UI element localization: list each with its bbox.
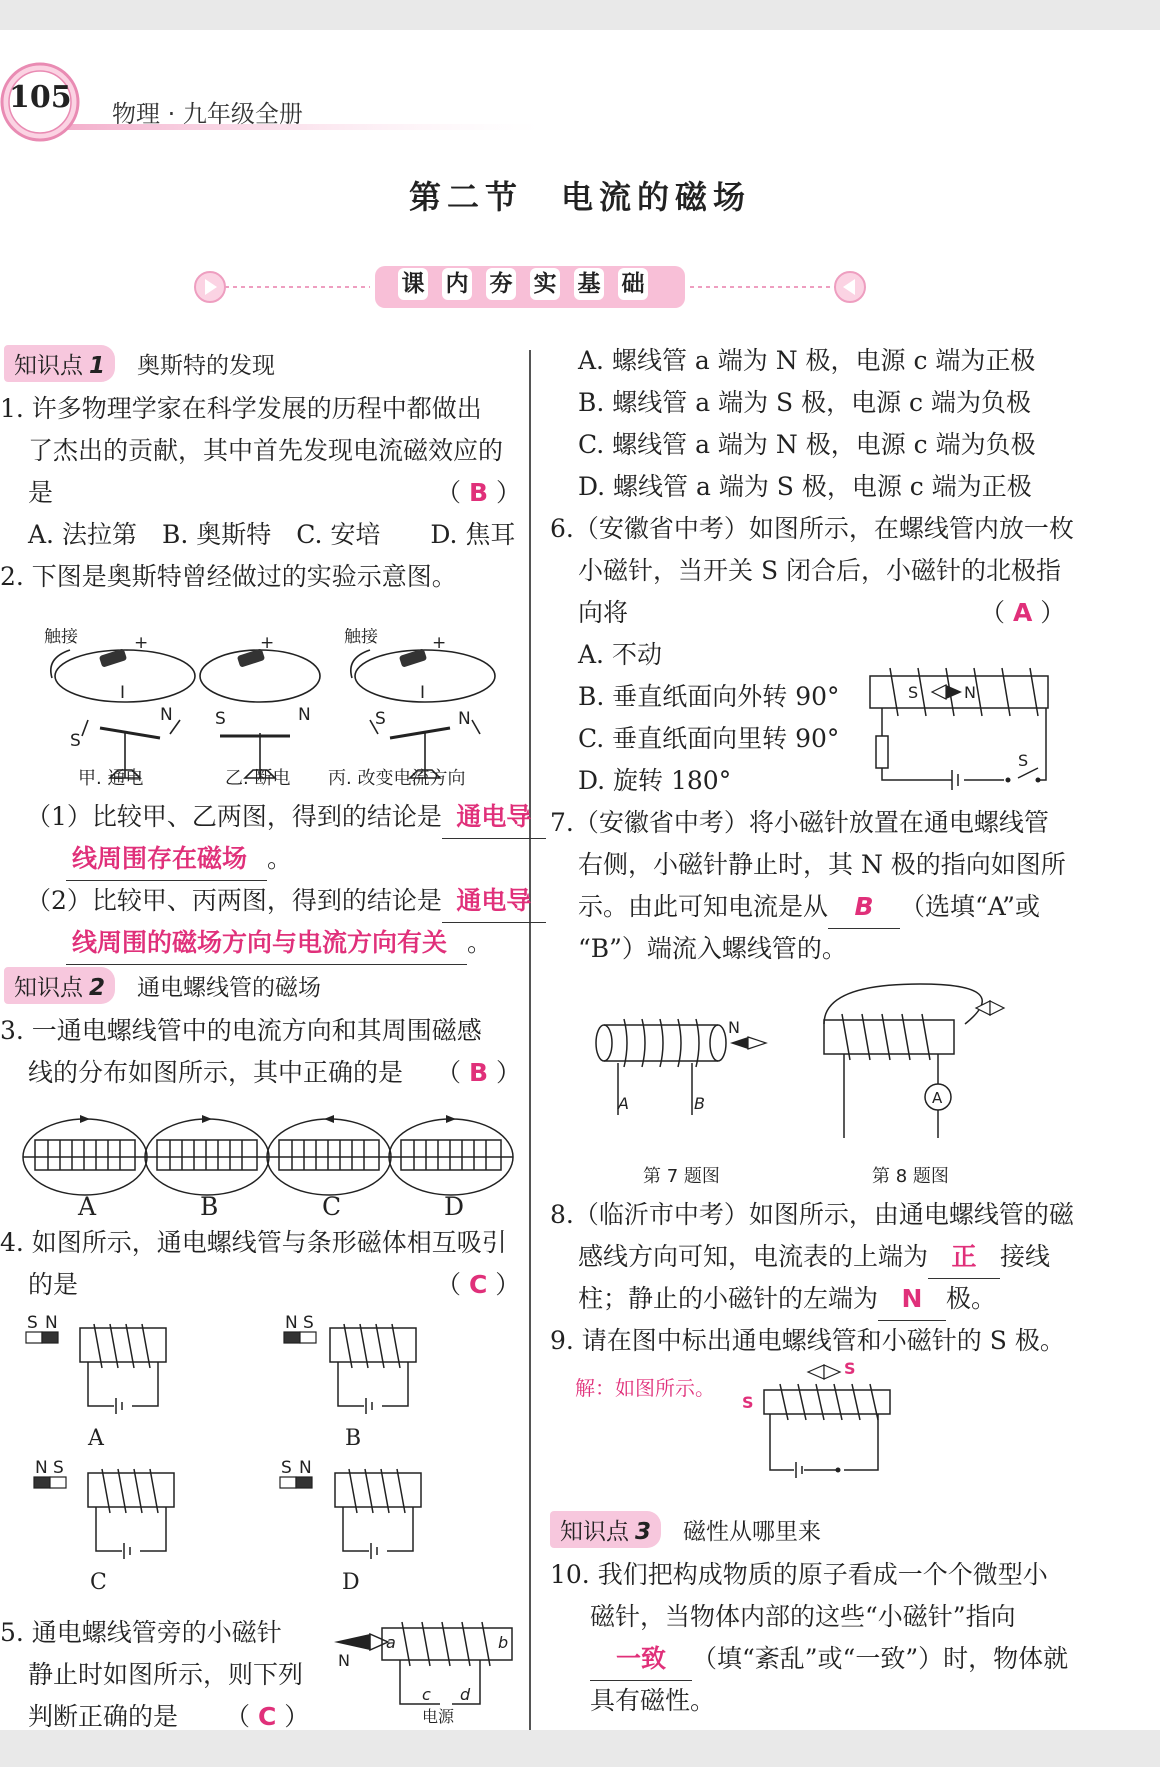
q8-fig-ammeter-label: A	[932, 1089, 943, 1107]
q8-line1: 8.（临沂市中考）如图所示，由通电螺线管的磁	[550, 1200, 1074, 1229]
q8-fig-caption: 第 8 题图	[872, 1166, 949, 1187]
q6-fig-switch-label: S	[1018, 751, 1029, 770]
knowledge-point-2	[4, 966, 321, 1004]
q8-answer-2: N	[878, 1278, 946, 1321]
fig2-touch-label: 触接	[344, 628, 378, 647]
q7-line3-suffix: （选填“A”或	[900, 892, 1040, 921]
q5-answer-bracket: （ C ）	[225, 1702, 310, 1730]
kp-tag: 知识点	[14, 352, 83, 379]
q10-line3	[590, 1638, 1068, 1681]
q7-fig-b-label: B	[694, 1094, 705, 1113]
q9-solenoid-figure	[740, 1360, 900, 1480]
q7-solenoid-figure	[590, 1005, 780, 1115]
q7-line3-prefix: 示。由此可知电流是从	[578, 892, 829, 921]
q10-line3-suffix: （填“紊乱”或“一致”）时，物体就	[692, 1644, 1069, 1673]
book-title: 物理 · 九年级全册	[112, 100, 303, 128]
fig2-n-label: N	[458, 709, 471, 729]
q4-pole-label: S	[27, 1313, 38, 1333]
q4-pole-label: S	[281, 1458, 292, 1478]
q10-line1: 10. 我们把构成物质的原子看成一个个微型小	[550, 1560, 1048, 1589]
q4-pole-label: N	[299, 1458, 312, 1478]
q8-line2-prefix: 感线方向可知，电流表的上端为	[578, 1242, 929, 1271]
q6-option-c: C. 垂直纸面向里转 90°	[578, 724, 840, 753]
q8-solenoid-figure	[800, 980, 1030, 1140]
q9-solution: 解：如图所示。	[575, 1376, 715, 1400]
column-divider	[529, 350, 531, 1730]
textbook-page	[0, 30, 1160, 1730]
q5-line1: 5. 通电螺线管旁的小磁针	[0, 1618, 282, 1647]
q6-line2: 小磁针，当开关 S 闭合后，小磁针的北极指	[578, 556, 1062, 585]
q9-line1: 9. 请在图中标出通电螺线管和小磁针的 S 极。	[550, 1326, 1065, 1355]
banner-char: 夯	[486, 268, 516, 300]
q2-period: 。	[467, 928, 493, 957]
q5-fig-source-label: 电源	[422, 1707, 455, 1726]
fig2-current-label: I	[120, 683, 126, 703]
q1-line2: 了杰出的贡献，其中首先发现电流磁效应的	[28, 436, 504, 465]
q5-answer: C	[257, 1702, 277, 1730]
fig2-caption-2: 乙. 断电	[225, 768, 291, 789]
q7-fig-a-label: A	[618, 1094, 629, 1113]
fig2-plus-label: +	[260, 633, 275, 653]
q7-line1: 7.（安徽省中考）将小磁针放置在通电螺线管	[550, 808, 1049, 837]
q3-answer: B	[468, 1058, 489, 1087]
kp-number: 3	[635, 1518, 652, 1545]
q6-fig-n-label: N	[964, 683, 976, 702]
q3-label-d: D	[444, 1192, 465, 1221]
q1-answer: B	[468, 478, 489, 507]
q10-line2: 磁针，当物体内部的这些“小磁针”指向	[590, 1602, 1016, 1631]
q6-line1: 6.（安徽省中考）如图所示，在螺线管内放一枚	[550, 514, 1074, 543]
q4-pole-label: N	[45, 1313, 58, 1333]
q7-line4: “B”）端流入螺线管的。	[578, 934, 847, 963]
kp-title: 磁性从哪里来	[683, 1518, 822, 1545]
q9-needle-s-label: S	[844, 1360, 856, 1378]
fig2-n-label: N	[298, 705, 311, 725]
q2-sub1-cont	[66, 838, 292, 881]
q4-label-d: D	[342, 1570, 360, 1595]
kp-number: 1	[89, 352, 106, 379]
q7-fig-caption: 第 7 题图	[643, 1166, 720, 1187]
kp-title: 通电螺线管的磁场	[137, 974, 322, 1001]
q4-answer-bracket: （ C ）	[436, 1270, 521, 1299]
banner-char: 内	[442, 268, 472, 300]
q5-fig-d-label: d	[460, 1685, 471, 1704]
fig2-s-label: S	[375, 709, 386, 729]
banner-char: 基	[574, 268, 604, 300]
q6-circuit-figure	[860, 640, 1060, 790]
kp-tag: 知识点	[14, 974, 83, 1001]
q4-answer: C	[468, 1270, 488, 1299]
banner-char: 实	[530, 268, 560, 300]
q2-sub1-answer-b: 线周围存在磁场	[66, 838, 267, 881]
q6-option-a: A. 不动	[578, 640, 662, 669]
q5-option-d: D. 螺线管 a 端为 S 极，电源 c 端为正极	[578, 472, 1032, 501]
fig2-plus-label: +	[134, 633, 149, 653]
q2-period: 。	[267, 844, 293, 873]
q1-line1: 1. 许多物理学家在科学发展的历程中都做出	[0, 394, 482, 423]
banner-char: 课	[398, 268, 428, 300]
q2-sub2	[26, 880, 546, 923]
fig2-caption-3: 丙. 改变电流方向	[328, 768, 466, 789]
q5-option-a: A. 螺线管 a 端为 N 极，电源 c 端为正极	[578, 346, 1036, 375]
q7-answer: B	[828, 886, 900, 929]
kp-number: 2	[89, 974, 106, 1001]
q3-answer-bracket: （ B ）	[436, 1058, 521, 1087]
fig2-current-label: I	[420, 683, 426, 703]
q2-sub1-answer-a: 通电导	[442, 796, 546, 839]
q6-line3: 向将	[578, 598, 629, 627]
q7-line2: 右侧，小磁针静止时，其 N 极的指向如图所	[578, 850, 1066, 879]
q4-label-a: A	[88, 1426, 104, 1451]
q3-label-a: A	[78, 1192, 97, 1221]
q8-line2-suffix: 接线	[1000, 1242, 1051, 1271]
fig2-caption-1: 甲. 通电	[78, 768, 144, 789]
q1-line3: 是	[28, 478, 54, 507]
banner-char: 础	[618, 268, 648, 300]
q4-pole-label: N	[285, 1313, 298, 1333]
q5-fig-n-label: N	[338, 1651, 350, 1670]
q10-answer: 一致	[590, 1638, 692, 1681]
banner-title	[398, 268, 648, 300]
q5-line2: 静止时如图所示，则下列	[28, 1660, 304, 1689]
q5-option-c: C. 螺线管 a 端为 N 极，电源 c 端为负极	[578, 430, 1036, 459]
q2-sub1	[26, 796, 546, 839]
q8-answer-1: 正	[928, 1236, 1000, 1279]
q8-line3-suffix: 极。	[946, 1284, 997, 1313]
fig2-plus-label: +	[432, 633, 447, 653]
q4-pole-label: S	[303, 1313, 314, 1333]
q4-label-b: B	[345, 1426, 362, 1451]
q6-fig-s-label: S	[908, 683, 919, 702]
fig2-s-label: S	[70, 731, 81, 751]
knowledge-point-1	[4, 344, 275, 382]
q4-label-c: C	[90, 1570, 107, 1595]
q6-answer: A	[1012, 598, 1033, 627]
q5-fig-b-label: b	[498, 1633, 509, 1652]
q3-line2: 线的分布如图所示，其中正确的是	[28, 1058, 404, 1087]
q6-answer-bracket: （ A ）	[980, 598, 1066, 627]
q5-option-b: B. 螺线管 a 端为 S 极，电源 c 端为负极	[578, 388, 1031, 417]
q2-sub2-prefix: （2）比较甲、丙两图，得到的结论是	[26, 886, 442, 915]
q4-line2: 的是	[28, 1270, 79, 1299]
q6-option-b: B. 垂直纸面向外转 90°	[578, 682, 840, 711]
q5-line3: 判断正确的是	[28, 1702, 179, 1730]
q1-answer-bracket: （ B ）	[436, 478, 521, 507]
fig2-touch-label: 触接	[44, 628, 78, 647]
q4-line1: 4. 如图所示，通电螺线管与条形磁体相互吸引	[0, 1228, 507, 1257]
q5-fig-c-label: c	[422, 1685, 431, 1704]
q10-line4: 具有磁性。	[590, 1686, 716, 1715]
fig2-s-label: S	[215, 709, 226, 729]
q9-coil-s-label: S	[742, 1393, 754, 1412]
q1-options: A. 法拉第 B. 奥斯特 C. 安培 D. 焦耳	[28, 520, 516, 549]
q2-sub2-answer-b: 线周围的磁场方向与电流方向有关	[66, 922, 467, 965]
kp-title: 奥斯特的发现	[137, 352, 276, 379]
q2-sub1-prefix: （1）比较甲、乙两图，得到的结论是	[26, 802, 442, 831]
q8-line3-prefix: 柱；静止的小磁针的左端为	[578, 1284, 879, 1313]
q7-fig-n-label: N	[728, 1018, 740, 1037]
q7-line3	[578, 886, 1040, 929]
q6-option-d: D. 旋转 180°	[578, 766, 732, 795]
q8-line3	[578, 1278, 996, 1321]
fig2-n-label: N	[160, 705, 173, 725]
page-number: 105	[9, 80, 72, 115]
knowledge-point-3	[550, 1510, 821, 1548]
kp-tag: 知识点	[560, 1518, 629, 1545]
q5-fig-a-label: a	[386, 1633, 396, 1652]
section-title: 第二节 电流的磁场	[408, 178, 751, 216]
q3-label-b: B	[200, 1192, 219, 1221]
q4-pole-label: N	[35, 1458, 48, 1478]
q2-sub2-answer-a: 通电导	[442, 880, 546, 923]
q4-pole-label: S	[53, 1458, 64, 1478]
q3-label-c: C	[322, 1192, 342, 1221]
q8-line2	[578, 1236, 1050, 1279]
q3-line1: 3. 一通电螺线管中的电流方向和其周围磁感	[0, 1016, 482, 1045]
q2-sub2-cont	[66, 922, 492, 965]
q5-solenoid-figure	[330, 1616, 520, 1728]
q2-stem: 2. 下图是奥斯特曾经做过的实验示意图。	[0, 562, 457, 591]
